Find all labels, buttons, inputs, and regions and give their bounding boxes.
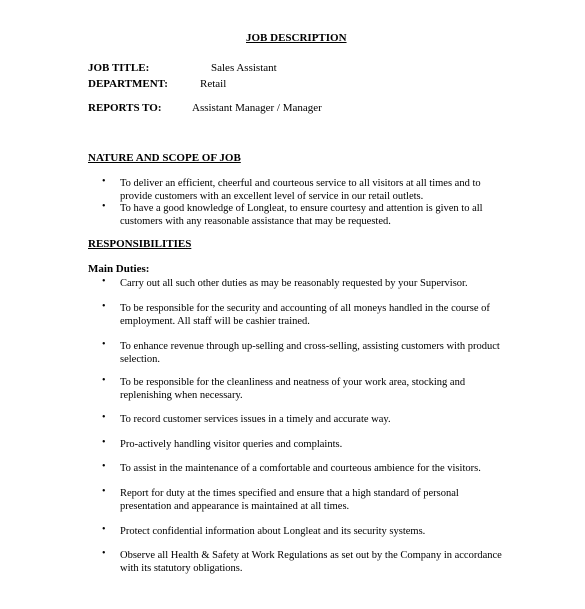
duty-item-5: To record customer services issues in a timely and accurate way. xyxy=(120,414,391,425)
duty-item-2: To be responsible for the security and accounting of all moneys handled in the course of employment. All staff will be cashier trained. xyxy=(120,303,490,327)
bullet-icon: • xyxy=(102,486,106,497)
reports-to-value: Assistant Manager / Manager xyxy=(192,102,322,114)
reports-to-label: REPORTS TO: xyxy=(88,102,162,114)
duty-item-8: Report for duty at the times specified and ensure that a high standard of personal presentation and appearance is maintained at all times. xyxy=(120,488,459,512)
main-duties-subheading: Main Duties: xyxy=(88,263,150,275)
bullet-icon: • xyxy=(102,437,106,448)
duty-item-7: To assist in the maintenance of a comfortable and courteous ambience for the visitors. xyxy=(120,463,481,474)
bullet-icon: • xyxy=(102,412,106,423)
nature-item-2: To have a good knowledge of Longleat, to ensure courtesy and attention is given to all customers with any reasonable assistance that may be requested. xyxy=(120,203,483,227)
bullet-icon: • xyxy=(102,339,106,350)
department-value: Retail xyxy=(200,78,227,90)
bullet-icon: • xyxy=(102,176,106,187)
bullet-icon: • xyxy=(102,276,106,287)
bullet-icon: • xyxy=(102,524,106,535)
nature-heading: NATURE AND SCOPE OF JOB xyxy=(88,152,241,164)
duty-item-10: Observe all Health & Safety at Work Regulations as set out by the Company in accordance with its statutory obligations. xyxy=(120,550,502,574)
responsibilities-heading: RESPONSIBILITIES xyxy=(88,238,192,250)
job-title-label: JOB TITLE: xyxy=(88,62,150,74)
bullet-icon: • xyxy=(102,548,106,559)
department-label: DEPARTMENT: xyxy=(88,78,168,90)
job-title-value: Sales Assistant xyxy=(211,62,277,74)
bullet-icon: • xyxy=(102,301,106,312)
bullet-icon: • xyxy=(102,201,106,212)
bullet-icon: • xyxy=(102,375,106,386)
duty-item-6: Pro-actively handling visitor queries and complaints. xyxy=(120,439,343,450)
duty-item-4: To be responsible for the cleanliness and neatness of your work area, stocking and replenishing when necessary. xyxy=(120,377,466,401)
document-title: JOB DESCRIPTION xyxy=(246,32,347,44)
duty-item-3: To enhance revenue through up-selling and cross-selling, assisting customers with product selection. xyxy=(120,341,500,365)
duty-item-9: Protect confidential information about Longleat and its security systems. xyxy=(120,526,426,537)
duty-item-1: Carry out all such other duties as may be reasonably requested by your Supervisor. xyxy=(120,278,468,289)
nature-item-1: To deliver an efficient, cheerful and courteous service to all visitors at all times and to provide customers with an excellent level of service in our retail outlets. xyxy=(120,178,481,202)
bullet-icon: • xyxy=(102,461,106,472)
